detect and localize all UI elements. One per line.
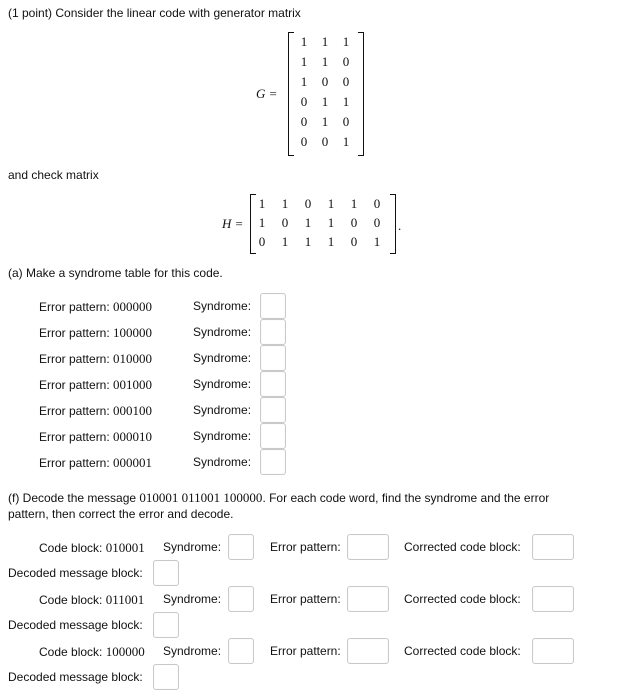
g-matrix-cell: 1: [321, 94, 329, 109]
part-f-line2: pattern, then correct the error and decode.: [8, 507, 234, 521]
error-pattern-label: [39, 299, 152, 315]
block-syndrome-label: Syndrome:: [163, 540, 222, 554]
h-matrix-cell: 1: [350, 196, 358, 211]
error-pattern-label: [39, 429, 152, 445]
h-matrix-cell: 1: [258, 215, 266, 230]
h-matrix-cell: 0: [373, 196, 381, 211]
g-matrix-cell: 1: [300, 34, 308, 49]
corrected-code-block-label: Corrected code block:: [404, 540, 521, 554]
g-label: G =: [256, 86, 278, 101]
syndrome-label: Syndrome:: [193, 429, 252, 443]
h-matrix-cell: 0: [350, 234, 358, 249]
h-matrix-cell: 1: [281, 234, 289, 249]
g-matrix-cell: 0: [342, 114, 350, 129]
error-pattern-label: [39, 403, 152, 419]
error-pattern-value: 000100: [113, 403, 153, 418]
block-syndrome-input[interactable]: [228, 586, 254, 612]
h-matrix-cell: 0: [304, 196, 312, 211]
block-error-pattern-input[interactable]: [347, 534, 389, 560]
g-matrix-cell: 0: [321, 134, 329, 149]
h-matrix-cell: 1: [304, 234, 312, 249]
g-matrix-cell: 0: [321, 74, 329, 89]
g-matrix-cell: 1: [300, 74, 308, 89]
check-matrix-text: and check matrix: [8, 168, 99, 182]
code-block-label: [39, 644, 145, 660]
corrected-code-block-input[interactable]: [532, 534, 574, 560]
syndrome-input[interactable]: [260, 397, 286, 423]
error-pattern-label: [39, 455, 152, 471]
code-block-text: Code block:: [39, 593, 103, 607]
error-pattern-value: 000010: [113, 429, 153, 444]
code-block-text: Code block:: [39, 645, 103, 659]
h-period: .: [398, 218, 402, 233]
g-matrix-cell: 0: [300, 114, 308, 129]
error-pattern-text: Error pattern:: [39, 352, 110, 366]
g-matrix-cell: 1: [342, 34, 350, 49]
g-matrix-cell: 1: [342, 94, 350, 109]
syndrome-label: Syndrome:: [193, 455, 252, 469]
block-error-pattern-label: Error pattern:: [270, 540, 341, 554]
decoded-message-label: Decoded message block:: [8, 618, 143, 632]
h-matrix: [250, 194, 400, 254]
error-pattern-label: [39, 377, 152, 393]
g-matrix-cell: 1: [321, 34, 329, 49]
problem-intro: (1 point) Consider the linear code with generator matrix: [8, 6, 301, 20]
g-matrix-cell: 1: [321, 54, 329, 69]
h-matrix-cell: 1: [327, 234, 335, 249]
part-f-line1: [8, 490, 549, 506]
g-matrix-cell: 0: [300, 134, 308, 149]
h-matrix-cell: 1: [327, 215, 335, 230]
syndrome-input[interactable]: [260, 371, 286, 397]
g-matrix-cell: 1: [321, 114, 329, 129]
g-matrix-cell: 1: [342, 134, 350, 149]
g-right-bracket: [358, 32, 364, 156]
code-block-label: [39, 540, 145, 556]
decoded-message-label: Decoded message block:: [8, 670, 143, 684]
block-syndrome-label: Syndrome:: [163, 592, 222, 606]
syndrome-input[interactable]: [260, 449, 286, 475]
g-matrix-cell: 0: [300, 94, 308, 109]
syndrome-input[interactable]: [260, 293, 286, 319]
code-block-label: [39, 592, 144, 608]
h-right-bracket: [390, 194, 396, 254]
error-pattern-text: Error pattern:: [39, 430, 110, 444]
part-a-heading: (a) Make a syndrome table for this code.: [8, 266, 223, 280]
code-block-value: 011001: [105, 592, 145, 607]
error-pattern-text: Error pattern:: [39, 404, 110, 418]
block-syndrome-input[interactable]: [228, 638, 254, 664]
block-syndrome-input[interactable]: [228, 534, 254, 560]
error-pattern-value: 001000: [113, 377, 153, 392]
h-matrix-cell: 0: [373, 215, 381, 230]
error-pattern-value: 100000: [113, 325, 153, 340]
error-pattern-label: [39, 325, 152, 341]
part-f-message: 010001 011001 100000: [139, 490, 263, 505]
error-pattern-text: Error pattern:: [39, 456, 110, 470]
block-error-pattern-input[interactable]: [347, 638, 389, 664]
block-error-pattern-label: Error pattern:: [270, 644, 341, 658]
corrected-code-block-input[interactable]: [532, 586, 574, 612]
h-matrix-cell: 1: [373, 234, 381, 249]
block-error-pattern-input[interactable]: [347, 586, 389, 612]
decoded-message-input[interactable]: [153, 664, 179, 690]
syndrome-label: Syndrome:: [193, 403, 252, 417]
h-matrix-cell: 1: [281, 196, 289, 211]
error-pattern-label: [39, 351, 152, 367]
decoded-message-label: Decoded message block:: [8, 566, 143, 580]
h-matrix-cell: 1: [304, 215, 312, 230]
decoded-message-input[interactable]: [153, 560, 179, 586]
syndrome-input[interactable]: [260, 319, 286, 345]
h-matrix-cell: 1: [258, 196, 266, 211]
g-matrix-cell: 0: [342, 54, 350, 69]
g-matrix: [288, 32, 368, 156]
corrected-code-block-label: Corrected code block:: [404, 644, 521, 658]
syndrome-label: Syndrome:: [193, 351, 252, 365]
g-matrix-cell: 1: [300, 54, 308, 69]
h-matrix-cell: 1: [327, 196, 335, 211]
syndrome-label: Syndrome:: [193, 299, 252, 313]
decoded-message-input[interactable]: [153, 612, 179, 638]
g-matrix-cell: 0: [342, 74, 350, 89]
error-pattern-value: 000001: [113, 455, 153, 470]
code-block-value: 100000: [105, 644, 145, 659]
block-syndrome-label: Syndrome:: [163, 644, 222, 658]
block-error-pattern-label: Error pattern:: [270, 592, 341, 606]
syndrome-input[interactable]: [260, 423, 286, 449]
part-f-suffix: . For each code word, find the syndrome and the error: [262, 491, 550, 505]
h-matrix-cell: 0: [258, 234, 266, 249]
corrected-code-block-label: Corrected code block:: [404, 592, 521, 606]
code-block-value: 010001: [105, 540, 145, 555]
syndrome-label: Syndrome:: [193, 377, 252, 391]
part-f-prefix: (f) Decode the message: [8, 491, 140, 505]
syndrome-label: Syndrome:: [193, 325, 252, 339]
h-matrix-cell: 0: [350, 215, 358, 230]
error-pattern-value: 000000: [113, 299, 153, 314]
code-block-text: Code block:: [39, 541, 103, 555]
error-pattern-value: 010000: [113, 351, 153, 366]
corrected-code-block-input[interactable]: [532, 638, 574, 664]
error-pattern-text: Error pattern:: [39, 378, 110, 392]
syndrome-input[interactable]: [260, 345, 286, 371]
h-label: H =: [222, 216, 244, 231]
error-pattern-text: Error pattern:: [39, 326, 110, 340]
h-matrix-cell: 0: [281, 215, 289, 230]
error-pattern-text: Error pattern:: [39, 300, 110, 314]
